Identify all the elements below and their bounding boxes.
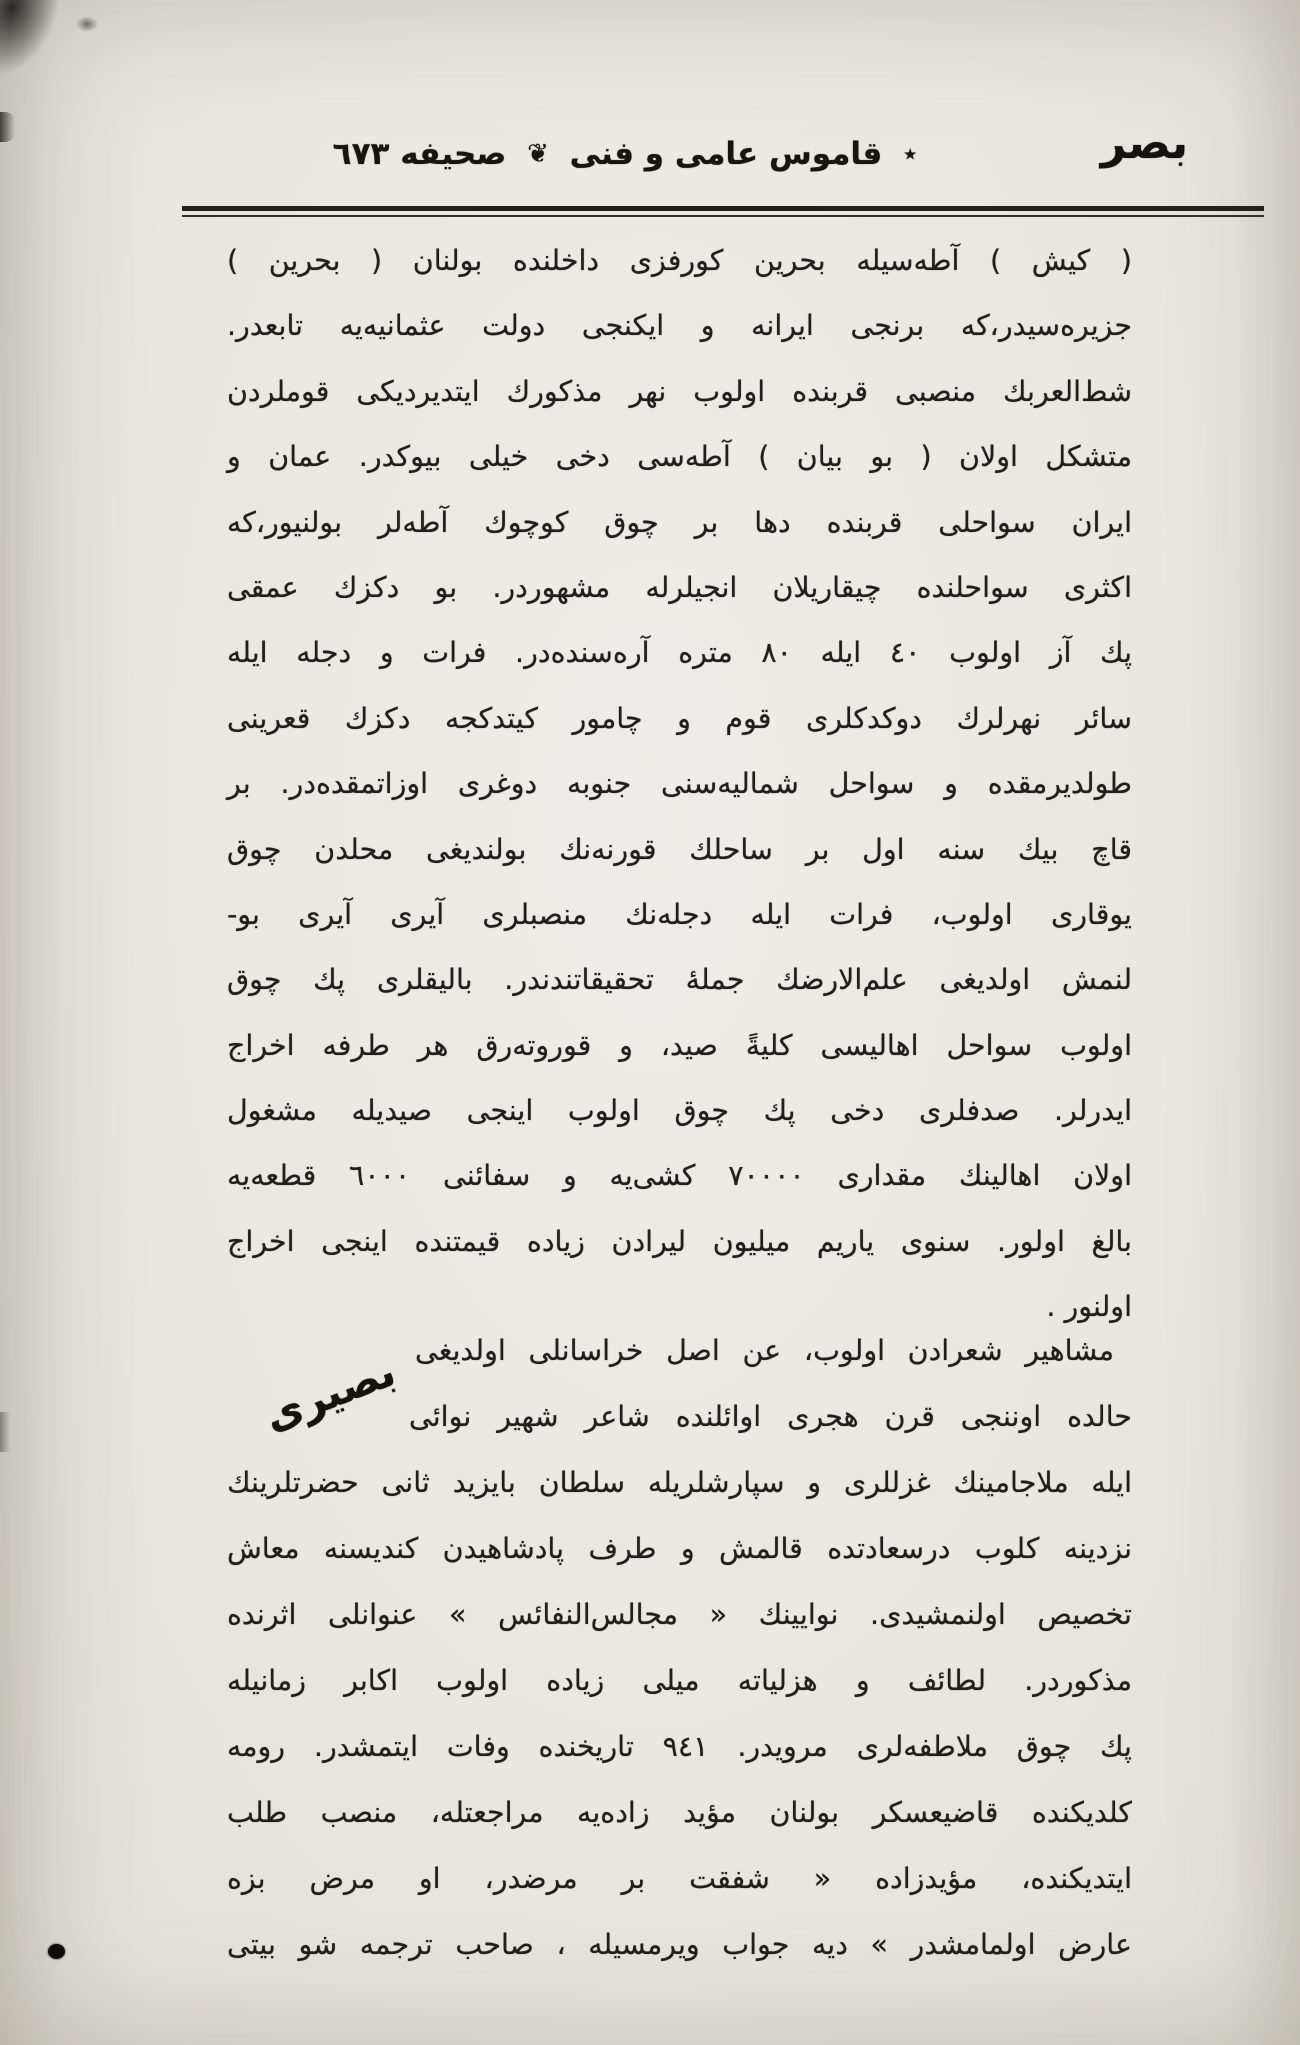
text-line: اولان اهالينك مقدارى ٧٠٠٠٠ كشى‌يه و سفائنى ٦٠٠٠ قطعه‌يه [227, 1159, 1132, 1193]
text-line: لنمش اولديغى علم‌الارضك جملهٔ تحقيقاتندندر. باليقلرى پك چوق [227, 963, 1132, 997]
entry-basiri-indented-lines [227, 1318, 1132, 1450]
text-line: ايله ملاجامينك غزللرى و سپارشلريله سلطان بايزيد ثانى حضرتلرينك [227, 1466, 1132, 1499]
text-line: ايدرلر. صدفلرى دخى پك چوق اولوب اينجى صيديله مشغول [227, 1094, 1132, 1128]
text-line: كلديكنده قاضيعسكر بولنان مؤيد زاده‌يه مراجعتله، منصب طلب [227, 1796, 1132, 1829]
entry-kish [227, 228, 1132, 1340]
text-line: ايران سواحلى قربنده دها بر چوق كوچوك آطه‌لر بولنيور،كه [227, 505, 1132, 539]
entry-basiri-lines [227, 1450, 1132, 1978]
ink-blot-corner [0, 0, 63, 86]
scan-smudge-left [0, 1412, 10, 1452]
text-line: نزدينه كلوب درسعادتده قالمش و طرف پادشاهيدن كنديسنه معاش [227, 1532, 1132, 1565]
text-line: عارض اولمامشدر » ديه جواب ويرمسيله ، صاحب ترجمه شو بيتى [227, 1928, 1132, 1961]
ink-dot-bottom-left [48, 1944, 65, 1959]
text-line: متشكل اولان ( بو بيان ) آطه‌سى دخى خيلى بيوكدر. عمان و [227, 440, 1132, 474]
text-line: جزيره‌سيدر،كه برنجى ايرانه و ايكنجى دولت عثمانيه‌يه تابعدر. [227, 309, 1132, 343]
ornament-right-icon: ٭ [903, 139, 918, 169]
text-line: بالغ اولور. سنوى ياريم ميليون ليرادن زياده قيمتنده اينجى اخراج [227, 1224, 1132, 1258]
text-line: اكثرى سواحلنده چيقاريلان انجيلرله مشهوردر. بو دكزك عمقى [227, 570, 1132, 604]
scan-mark-left-edge [0, 112, 15, 142]
page-header [250, 136, 1010, 172]
page-number-label: صحيفه ٦٧٣ [332, 136, 507, 172]
header-rule [182, 206, 1264, 217]
entry-headword-basiri: بصيرى [257, 1347, 402, 1441]
text-line-closing: اولنور . [1046, 1290, 1132, 1324]
text-line: پك چوق ملاطفه‌لرى مرويدر. ٩٤١ تاريخنده وفات ايتمشدر. رومه [227, 1730, 1132, 1763]
text-line: اولوب سواحل اهاليسى كليةً صيد، و قوروته‌رق هر طرفه اخراج [227, 1028, 1132, 1062]
text-line: حالده اوننجى قرن هجرى اوائلنده شاعر شهير نوائى [409, 1400, 1132, 1433]
text-line: تخصيص اولنمشيدى. نوايينك « مجالس‌النفائس » عنوانلى اثرنده [227, 1598, 1132, 1631]
entry-basiri [227, 1318, 1132, 1978]
entry-kish-lines [227, 228, 1132, 1274]
text-line: قاچ بيك سنه اول بر ساحلك قورنه‌نك بولنديغى محلدن چوق [227, 832, 1132, 866]
running-head-letters: بصر [1100, 118, 1188, 169]
text-line: ( كيش ) آطه‌سيله بحرين كورفزى داخلنده بولنان ( بحرين ) [227, 244, 1132, 277]
book-title: قاموس عامى و فنى [569, 136, 883, 172]
text-line: يوقارى اولوب، فرات ايله دجله‌نك منصبلرى آيرى آيرى بو- [227, 897, 1132, 931]
text-line: مشاهير شعرادن اولوب، عن اصل خراسانلى اولديغى [415, 1334, 1114, 1367]
text-line: مذكوردر. لطائف و هزلياته ميلى زياده اولوب اكابر زمانيله [227, 1664, 1132, 1697]
text-line: شط‌العربك منصبى قربنده اولوب نهر مذكورك ايتديرديكى قوملردن [227, 374, 1132, 408]
fleuron-icon: ❦ [527, 139, 549, 169]
text-line: سائر نهرلرك دوكدكلرى قوم و چامور كيتدكجه دكزك قعرينى [227, 701, 1132, 735]
text-line: پك آز اولوب ٤٠ ايله ٨٠ متره آره‌سنده‌در. فرات و دجله ايله [227, 636, 1133, 670]
scan-speck-top [76, 16, 98, 32]
text-line: طولديرمقده و سواحل شماليه‌سنى جنوبه دوغرى اوزاتمقده‌در. بر [227, 767, 1132, 801]
text-line: ايتديكنده، مؤيدزاده « شفقت بر مرضدر، او مرض بزه [227, 1862, 1132, 1895]
